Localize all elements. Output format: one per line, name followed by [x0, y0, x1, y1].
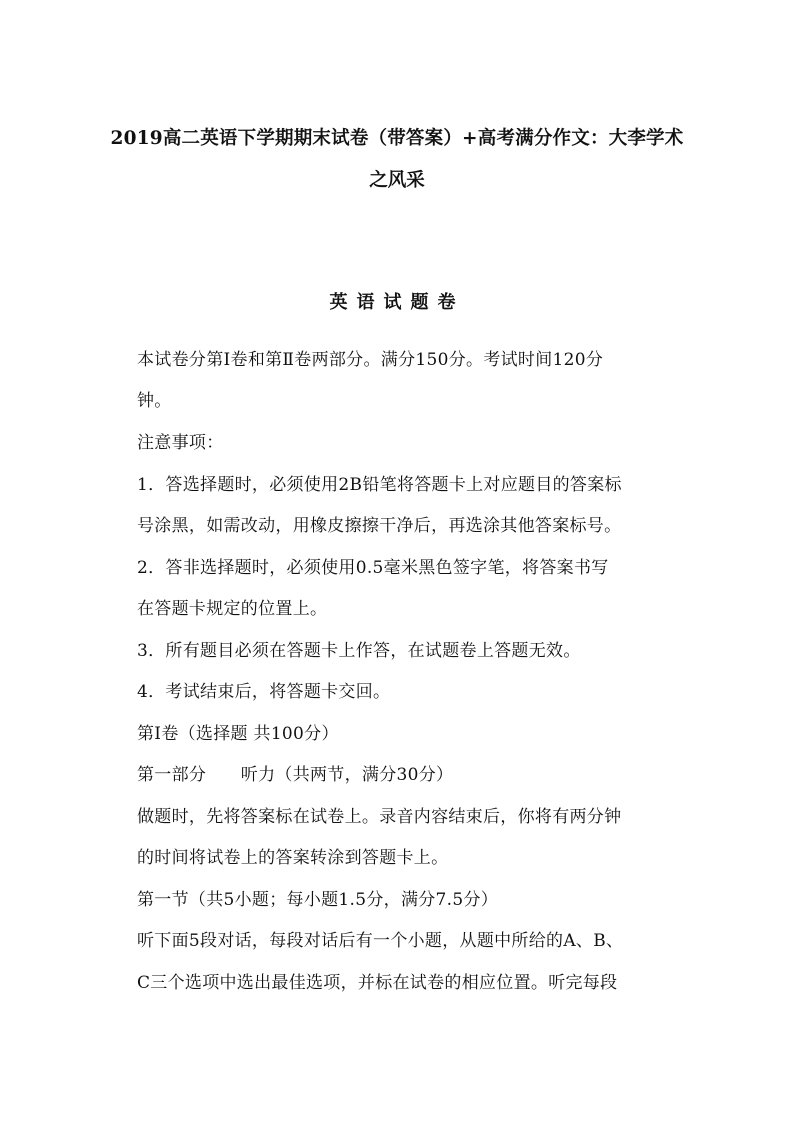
notice-heading: 注意事项：	[137, 433, 224, 453]
volume-1-heading: 第Ⅰ卷（选择题 共100分）	[137, 724, 339, 744]
section-1-instruction-line-1: 听下面5段对话，每段对话后有一个小题，从题中所给的A、B、	[137, 931, 624, 951]
instruction-line-1: 做题时，先将答案标在试卷上。录音内容结束后，你将有两分钟	[137, 807, 622, 827]
notice-item-1-line-2: 号涂黑，如需改动，用橡皮擦擦干净后，再选涂其他答案标号。	[137, 516, 622, 536]
notice-item-4: 4．考试结束后，将答题卡交回。	[137, 682, 391, 702]
notice-item-2-line-2: 在答题卡规定的位置上。	[137, 599, 328, 619]
notice-item-3: 3．所有题目必须在答题卡上作答，在试题卷上答题无效。	[137, 641, 581, 661]
document-title-line-2: 之风采	[369, 170, 425, 191]
section-1-heading: 第一节（共5小题；每小题1.5分，满分7.5分）	[137, 890, 499, 910]
body-line-2: 钟。	[137, 391, 172, 411]
notice-item-2-line-1: 2．答非选择题时，必须使用0.5毫米黑色签字笔，将答案书写	[137, 558, 609, 578]
body-line-1: 本试卷分第Ⅰ卷和第Ⅱ卷两部分。满分150分。考试时间120分	[137, 350, 604, 370]
part-1-heading: 第一部分 听力（共两节，满分30分）	[137, 765, 454, 785]
notice-item-1-line-1: 1．答选择题时，必须使用2B铅笔将答题卡上对应题目的答案标	[137, 475, 622, 495]
document-title-line-1: 2019高二英语下学期期末试卷（带答案）+高考满分作文：大李学术	[110, 128, 684, 149]
instruction-line-2: 的时间将试卷上的答案转涂到答题卡上。	[137, 848, 449, 868]
section-1-instruction-line-2: C三个选项中选出最佳选项，并标在试卷的相应位置。听完每段	[137, 973, 618, 993]
exam-heading: 英语试题卷	[329, 292, 465, 313]
